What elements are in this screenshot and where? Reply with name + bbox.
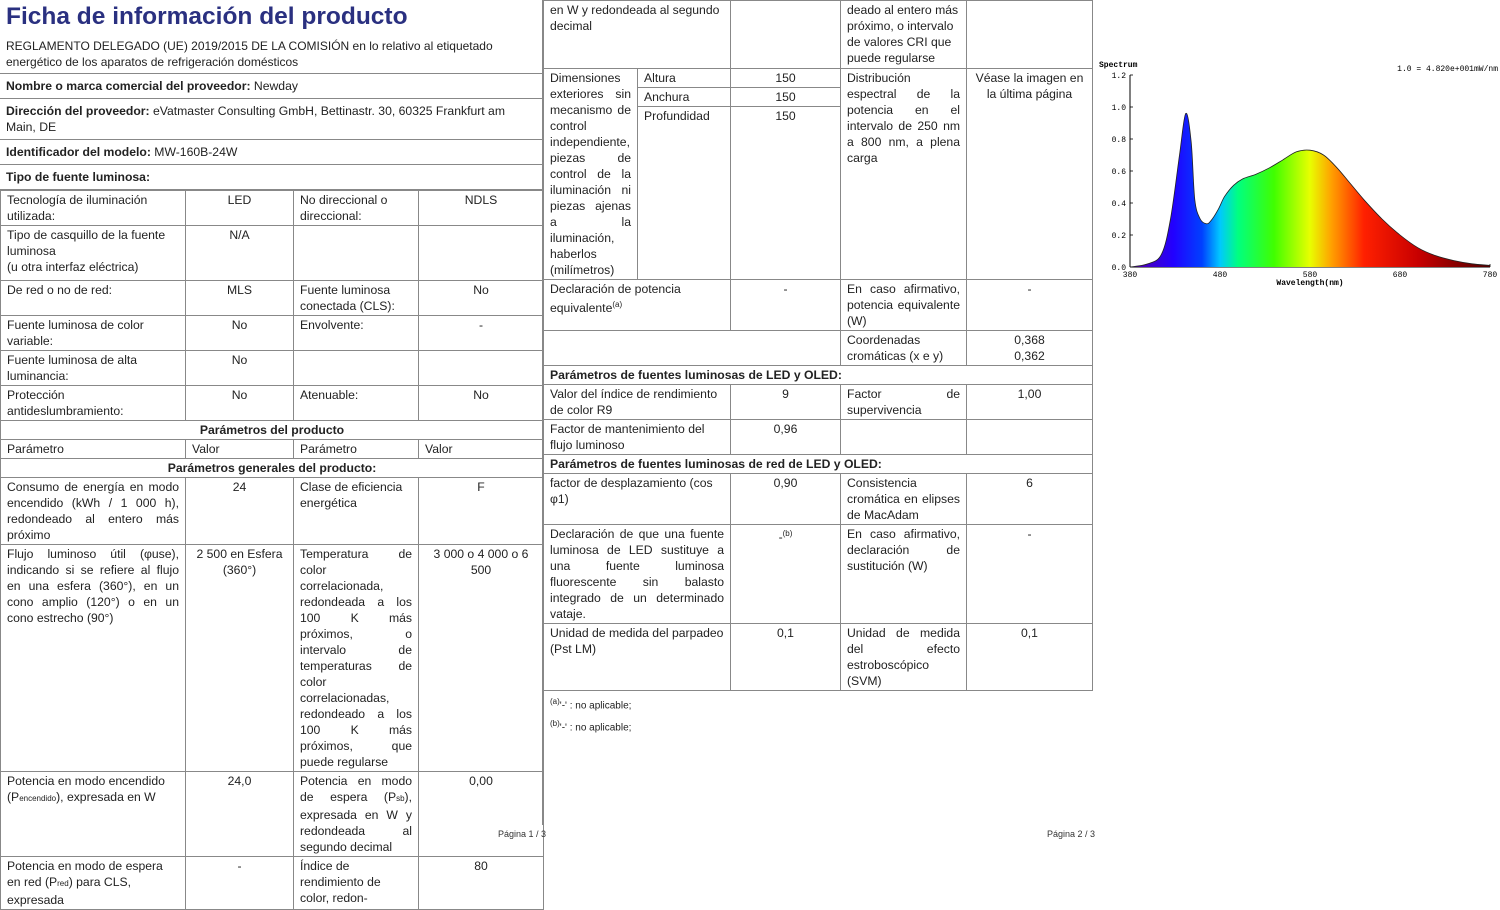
cell: - xyxy=(967,280,1093,331)
footnote-text: '-' : no aplicable; xyxy=(559,700,632,712)
cell: LED xyxy=(186,191,294,226)
table-row xyxy=(1,316,544,351)
cell xyxy=(419,226,544,281)
table-row xyxy=(544,455,1093,474)
table-row xyxy=(544,624,1093,691)
footnote-mark: (b) xyxy=(550,719,560,729)
text: Potencia en modo encendido (P xyxy=(7,774,165,804)
column-header: Parámetro xyxy=(1,440,186,459)
cell xyxy=(841,420,967,455)
cell: Flujo luminoso útil (φuse), indicando si se refiere al flujo en una esfera (360°), en un cono amplio (120°) o en un cono estrecho (90°) xyxy=(1,545,186,772)
cell: No xyxy=(186,386,294,421)
section-heading: Parámetros del producto xyxy=(1,421,544,440)
table-row xyxy=(1,351,544,386)
table-row xyxy=(1,386,544,421)
cell: Fuente luminosa conectada (CLS): xyxy=(294,281,419,316)
cap-label: Tipo de casquillo de la fuente luminosa xyxy=(7,228,166,258)
cell: 24,0 xyxy=(186,772,294,857)
cell: Fuente luminosa de color variable: xyxy=(1,316,186,351)
cell xyxy=(544,331,841,366)
cell: Índice de rendimiento de color, redon- xyxy=(294,857,419,910)
cell: 1,00 xyxy=(967,385,1093,420)
table-row xyxy=(544,1,1093,69)
model-label: Identificador del modelo: xyxy=(6,145,151,159)
cell: 9 xyxy=(731,385,841,420)
cell: Profundidad xyxy=(638,107,731,280)
column-header: Valor xyxy=(419,440,544,459)
address-row xyxy=(0,99,543,140)
text: ), expresada en W xyxy=(56,790,156,804)
table-row xyxy=(544,420,1093,455)
cell: Atenuable: xyxy=(294,386,419,421)
cell: Fuente luminosa de alta luminancia: xyxy=(1,351,186,386)
cell xyxy=(731,1,841,69)
spectrum-chart xyxy=(1095,55,1500,295)
cell xyxy=(544,280,731,331)
cell: 2 500 en Esfera (360°) xyxy=(186,545,294,772)
footnote-a xyxy=(543,693,1092,715)
supplier-value: Newday xyxy=(253,79,298,93)
page-1-column xyxy=(0,0,543,910)
cell: Unidad de medida del efecto estroboscópico (SVM) xyxy=(841,624,967,691)
section-heading: Parámetros generales del producto: xyxy=(1,459,544,478)
superscript: (b) xyxy=(782,529,793,538)
table-row xyxy=(544,474,1093,525)
text: Declaración de potencia equivalente xyxy=(550,282,681,316)
column-header: Parámetro xyxy=(294,440,419,459)
cell: Envolvente: xyxy=(294,316,419,351)
y-tick-label: 0.4 xyxy=(1111,200,1126,209)
cell: Protección antideslumbramiento: xyxy=(1,386,186,421)
regulation-text: REGLAMENTO DELEGADO (UE) 2019/2015 DE LA COMISIÓN en lo relativo al etiquetado energético de los aparatos de refrigeración domésticos xyxy=(0,35,543,74)
model-row xyxy=(0,140,543,165)
chart-annotation: 1.0 = 4.820e+001mW/nm xyxy=(1397,65,1498,74)
text: ) para CLS, expresada xyxy=(7,875,132,907)
subscript: red xyxy=(57,879,69,888)
table-header-row xyxy=(1,440,544,459)
x-tick-label: 380 xyxy=(1122,271,1138,280)
table-row xyxy=(1,281,544,316)
table-row xyxy=(1,545,544,772)
cell: No xyxy=(419,386,544,421)
x-tick-label: 680 xyxy=(1392,271,1408,280)
cell: Véase la imagen en la última página xyxy=(967,69,1093,280)
cell: Clase de eficiencia energética xyxy=(294,478,419,545)
spectrum-area xyxy=(1130,113,1490,267)
table-row xyxy=(544,69,1093,88)
cell: 0,90 xyxy=(731,474,841,525)
x-tick-label: 480 xyxy=(1212,271,1228,280)
cell: - xyxy=(731,280,841,331)
y-tick-label: 0.0 xyxy=(1111,264,1126,273)
cell: - xyxy=(419,316,544,351)
cell: 150 xyxy=(731,107,841,280)
cell: No xyxy=(419,281,544,316)
table-row xyxy=(1,226,544,281)
source-type-row xyxy=(0,165,543,190)
page-2-column xyxy=(543,0,1092,738)
address-label: Dirección del proveedor: xyxy=(6,104,150,118)
cell: De red o no de red: xyxy=(1,281,186,316)
cell: Distribución espectral de la potencia en el intervalo de 250 nm a 800 nm, a plena carga xyxy=(841,69,967,280)
cell: factor de desplazamiento (cos φ1) xyxy=(544,474,731,525)
cell: - xyxy=(967,525,1093,624)
cell xyxy=(731,525,841,624)
cell: No direccional o direccional: xyxy=(294,191,419,226)
superscript: (a) xyxy=(612,300,623,309)
column-header: Valor xyxy=(186,440,294,459)
section-heading: Parámetros de fuentes luminosas de red de LED y OLED: xyxy=(544,455,1093,474)
table-row xyxy=(544,525,1093,624)
text: ), expresada en W y redondeada al segundo decimal xyxy=(300,790,412,854)
table-row xyxy=(544,280,1093,331)
cell: Dimensiones exteriores sin mecanismo de control independiente, piezas de control de la iluminación ni piezas ajenas a la iluminación, haberlos (milímetros) xyxy=(544,69,638,280)
page-number-2: Página 2 / 3 xyxy=(1047,829,1096,839)
text: Potencia en modo de espera (P xyxy=(300,774,412,804)
y-tick-label: 1.2 xyxy=(1111,72,1126,81)
cell: 6 xyxy=(967,474,1093,525)
cell: No xyxy=(186,316,294,351)
footnote-mark: (a) xyxy=(550,697,560,706)
table-row xyxy=(1,478,544,545)
table-row xyxy=(1,459,544,478)
x-axis-label: Wavelength(nm) xyxy=(1276,279,1344,288)
cell: en W y redondeada al segundo decimal xyxy=(544,1,731,69)
y-tick-label: 0.6 xyxy=(1111,168,1126,177)
cell xyxy=(1,857,186,910)
cell: No xyxy=(186,351,294,386)
supplier-label: Nombre o marca comercial del proveedor: xyxy=(6,79,251,93)
cell: MLS xyxy=(186,281,294,316)
cell: Consistencia cromática en elipses de MacAdam xyxy=(841,474,967,525)
source-type-label: Tipo de fuente luminosa: xyxy=(6,170,151,184)
cell: En caso afirmativo, potencia equivalente (W) xyxy=(841,280,967,331)
cell: Altura xyxy=(638,69,731,88)
chroma-x: 0,368 xyxy=(1014,333,1045,347)
cell: Declaración de que una fuente luminosa de LED sustituye a una fuente luminosa fluorescente sin balasto integrado de un determinado vataje. xyxy=(544,525,731,624)
table-row xyxy=(1,421,544,440)
cell: Temperatura de color correlacionada, redondeada a los 100 K más próximos, o intervalo de temperaturas de color correlacionadas, redondeado a los 100 K más próximos, que puede regularse xyxy=(294,545,419,772)
subscript: sb xyxy=(396,794,405,803)
cell xyxy=(967,420,1093,455)
x-tick-label: 580 xyxy=(1302,271,1318,280)
model-value: MW-160B-24W xyxy=(154,145,238,159)
y-tick-label: 0.8 xyxy=(1111,136,1126,145)
cell: Factor de mantenimiento del flujo luminoso xyxy=(544,420,731,455)
cell: Consumo de energía en modo encendido (kWh / 1 000 h), redondeado al entero más próximo xyxy=(1,478,186,545)
footnote-b xyxy=(543,715,1092,737)
cell: Valor del índice de rendimiento de color R9 xyxy=(544,385,731,420)
page-title: Ficha de información del producto xyxy=(6,3,408,30)
y-tick-label: 1.0 xyxy=(1111,104,1126,113)
cell: 0,00 xyxy=(419,772,544,857)
section-heading: Parámetros de fuentes luminosas de LED y OLED: xyxy=(544,366,1093,385)
subscript: encendido xyxy=(19,794,57,803)
supplier-row xyxy=(0,74,543,99)
cell xyxy=(419,351,544,386)
page-number-1: Página 1 / 3 xyxy=(498,829,547,839)
cell xyxy=(967,1,1093,69)
cell xyxy=(1,226,186,281)
cell xyxy=(294,226,419,281)
cell: Coordenadas cromáticas (x e y) xyxy=(841,331,967,366)
table-row xyxy=(544,385,1093,420)
footnotes xyxy=(543,693,1092,738)
cell: 150 xyxy=(731,69,841,88)
page-2-table xyxy=(543,0,1093,691)
table-row xyxy=(1,191,544,226)
table-row xyxy=(544,366,1093,385)
cell: Factor de supervivencia xyxy=(841,385,967,420)
x-tick-label: 780 xyxy=(1482,271,1498,280)
cell: Anchura xyxy=(638,88,731,107)
cell: N/A xyxy=(186,226,294,281)
chart-title: Spectrum xyxy=(1099,61,1138,70)
chroma-y: 0,362 xyxy=(1014,349,1045,363)
cell: Tecnología de iluminación utilizada: xyxy=(1,191,186,226)
cell: F xyxy=(419,478,544,545)
cell: NDLS xyxy=(419,191,544,226)
cell xyxy=(967,331,1093,366)
cell: Unidad de medida del parpadeo (Pst LM) xyxy=(544,624,731,691)
cell xyxy=(294,772,419,857)
cell: - xyxy=(186,857,294,910)
cell: deado al entero más próximo, o intervalo de valores CRI que puede regularse xyxy=(841,1,967,69)
cell: 80 xyxy=(419,857,544,910)
footnote-text: '-' : no aplicable; xyxy=(559,722,632,734)
cell: En caso afirmativo, declaración de sustitución (W) xyxy=(841,525,967,624)
table-row xyxy=(1,857,544,910)
address-value: eVatmaster Consulting GmbH, Bettinastr. 30, 60325 Frankfurt am Main, DE xyxy=(6,104,505,134)
product-params-table xyxy=(0,190,547,910)
cell: 24 xyxy=(186,478,294,545)
cell: 0,1 xyxy=(967,624,1093,691)
cell xyxy=(294,351,419,386)
table-row xyxy=(544,331,1093,366)
table-row xyxy=(1,772,544,857)
text: - xyxy=(778,530,783,545)
cell: 150 xyxy=(731,88,841,107)
cell: 0,1 xyxy=(731,624,841,691)
cell: 0,96 xyxy=(731,420,841,455)
y-tick-label: 0.2 xyxy=(1111,232,1126,241)
cell xyxy=(1,772,186,857)
cap-label-note: (u otra interfaz eléctrica) xyxy=(7,260,139,274)
text: Potencia en modo de espera en red (P xyxy=(7,859,163,889)
cell: 3 000 o 4 000 o 6 500 xyxy=(419,545,544,772)
